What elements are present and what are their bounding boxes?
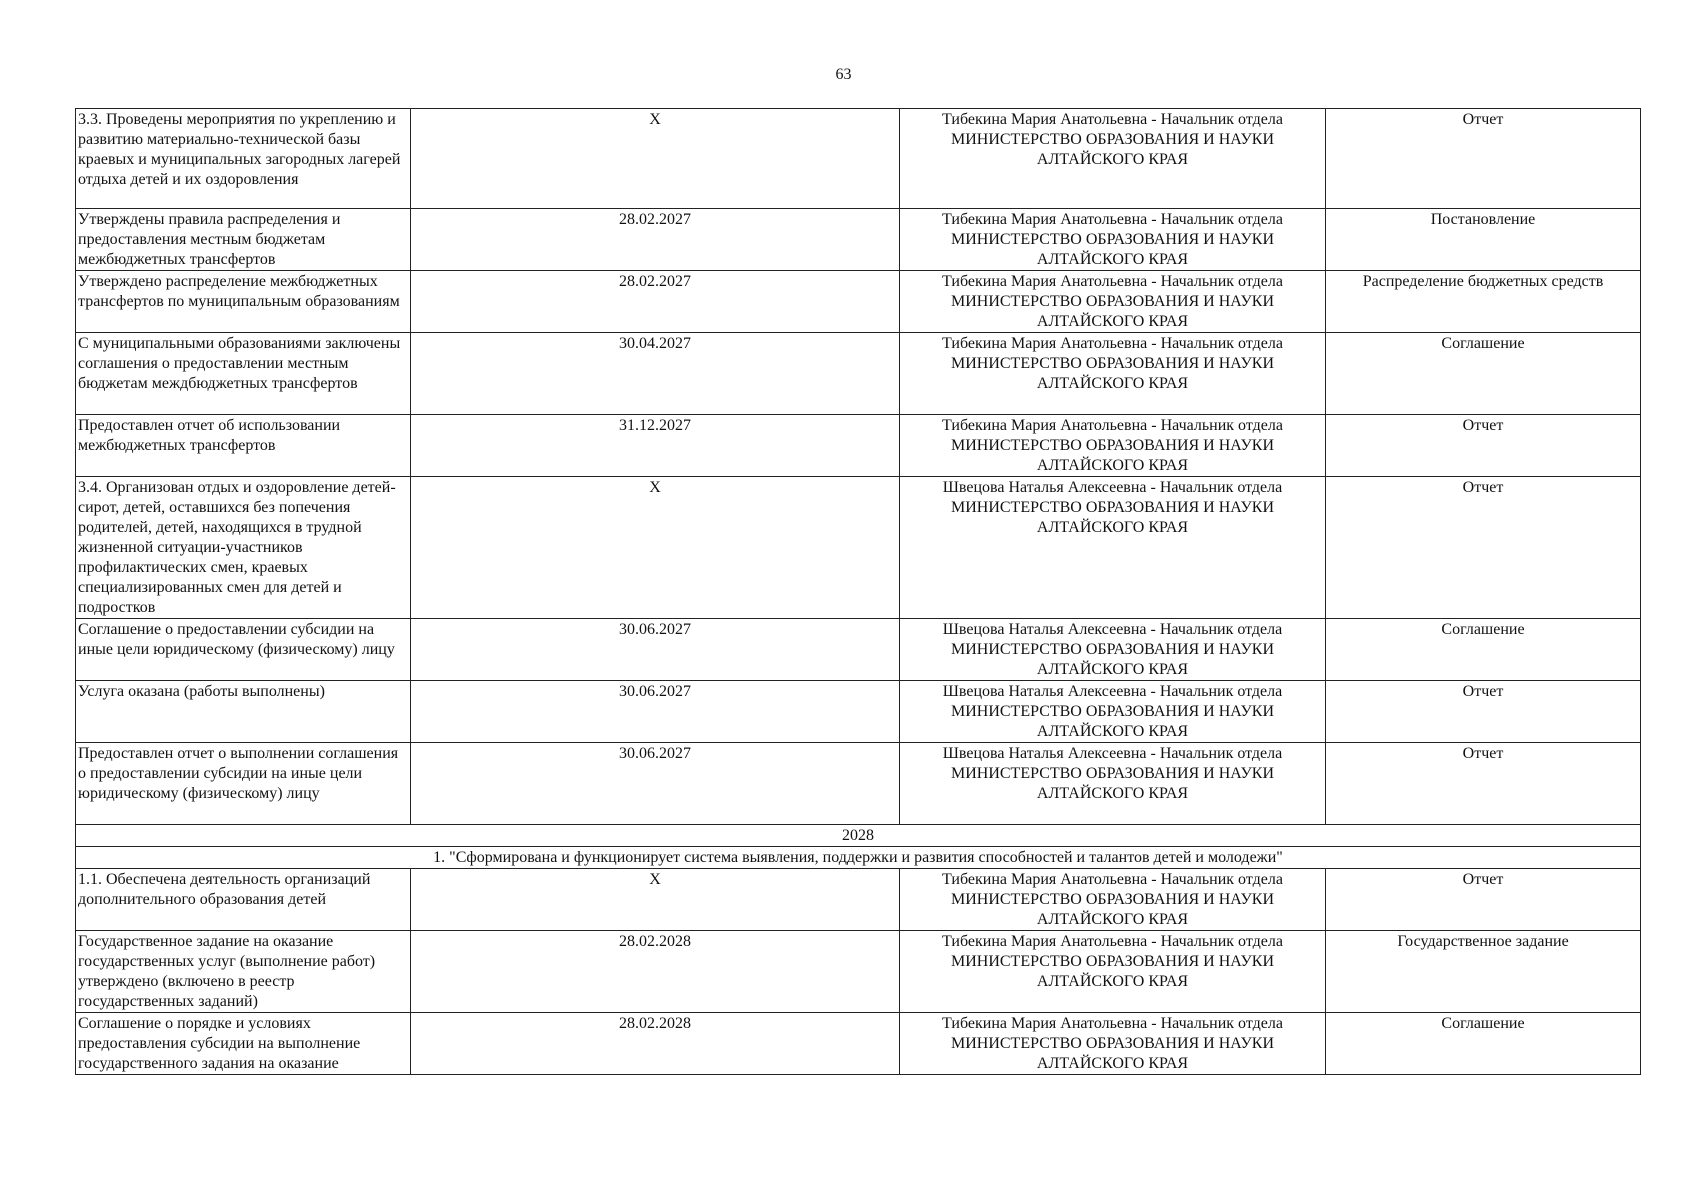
table-row: [76, 743, 1641, 825]
responsible-organization: МИНИСТЕРСТВО ОБРАЗОВАНИЯ И НАУКИ АЛТАЙСКОГО КРАЯ: [950, 765, 1274, 802]
document-type: Государственное задание: [1326, 931, 1641, 1013]
table-row: [76, 109, 1641, 209]
responsible-person: [900, 931, 1326, 1013]
section-title: 1. "Сформирована и функционирует система выявления, поддержки и развития способностей и талантов детей и молодежи": [76, 847, 1641, 869]
responsible-name: Тибекина Мария Анатольевна - Начальник отдела: [942, 211, 1283, 228]
plan-table: [75, 108, 1641, 1075]
responsible-person: [900, 619, 1326, 681]
deadline-date: 30.06.2027: [411, 681, 900, 743]
responsible-person: [900, 209, 1326, 271]
responsible-name: Тибекина Мария Анатольевна - Начальник отдела: [942, 111, 1283, 128]
deadline-date: 28.02.2028: [411, 1013, 900, 1075]
table-row: [76, 271, 1641, 333]
responsible-organization: МИНИСТЕРСТВО ОБРАЗОВАНИЯ И НАУКИ АЛТАЙСКОГО КРАЯ: [950, 953, 1274, 990]
deadline-date: X: [411, 477, 900, 619]
table-row: [76, 681, 1641, 743]
document-type: Соглашение: [1326, 1013, 1641, 1075]
responsible-organization: МИНИСТЕРСТВО ОБРАЗОВАНИЯ И НАУКИ АЛТАЙСКОГО КРАЯ: [950, 355, 1274, 392]
event-description: С муниципальными образованиями заключены соглашения о предоставлении местным бюджетам междбюджетных трансфертов: [76, 333, 411, 415]
responsible-name: Тибекина Мария Анатольевна - Начальник отдела: [942, 273, 1283, 290]
event-description: Предоставлен отчет об использовании межбюджетных трансфертов: [76, 415, 411, 477]
event-description: Утверждены правила распределения и предоставления местным бюджетам межбюджетных трансфертов: [76, 209, 411, 271]
deadline-date: 30.04.2027: [411, 333, 900, 415]
document-type: Распределение бюджетных средств: [1326, 271, 1641, 333]
responsible-organization: МИНИСТЕРСТВО ОБРАЗОВАНИЯ И НАУКИ АЛТАЙСКОГО КРАЯ: [950, 891, 1274, 928]
table-row: [76, 209, 1641, 271]
table-row: [76, 1013, 1641, 1075]
table-row: [76, 869, 1641, 931]
responsible-person: [900, 681, 1326, 743]
year-row: [76, 825, 1641, 847]
event-description: Предоставлен отчет о выполнении соглашения о предоставлении субсидии на иные цели юридическому (физическому) лицу: [76, 743, 411, 825]
responsible-organization: МИНИСТЕРСТВО ОБРАЗОВАНИЯ И НАУКИ АЛТАЙСКОГО КРАЯ: [950, 641, 1274, 678]
responsible-organization: МИНИСТЕРСТВО ОБРАЗОВАНИЯ И НАУКИ АЛТАЙСКОГО КРАЯ: [950, 231, 1274, 268]
document-type: Постановление: [1326, 209, 1641, 271]
deadline-date: 30.06.2027: [411, 619, 900, 681]
document-type: Соглашение: [1326, 619, 1641, 681]
responsible-organization: МИНИСТЕРСТВО ОБРАЗОВАНИЯ И НАУКИ АЛТАЙСКОГО КРАЯ: [950, 1035, 1274, 1072]
responsible-name: Швецова Наталья Алексеевна - Начальник отдела: [942, 745, 1283, 762]
responsible-name: Тибекина Мария Анатольевна - Начальник отдела: [942, 933, 1283, 950]
responsible-person: [900, 477, 1326, 619]
deadline-date: 30.06.2027: [411, 743, 900, 825]
document-type: Отчет: [1326, 681, 1641, 743]
responsible-organization: МИНИСТЕРСТВО ОБРАЗОВАНИЯ И НАУКИ АЛТАЙСКОГО КРАЯ: [950, 703, 1274, 740]
responsible-name: Тибекина Мария Анатольевна - Начальник отдела: [942, 871, 1283, 888]
deadline-date: 28.02.2027: [411, 209, 900, 271]
responsible-name: Швецова Наталья Алексеевна - Начальник отдела: [942, 683, 1283, 700]
responsible-organization: МИНИСТЕРСТВО ОБРАЗОВАНИЯ И НАУКИ АЛТАЙСКОГО КРАЯ: [950, 293, 1274, 330]
responsible-person: [900, 869, 1326, 931]
responsible-name: Тибекина Мария Анатольевна - Начальник отдела: [942, 1015, 1283, 1032]
responsible-person: [900, 415, 1326, 477]
section-row: [76, 847, 1641, 869]
responsible-organization: МИНИСТЕРСТВО ОБРАЗОВАНИЯ И НАУКИ АЛТАЙСКОГО КРАЯ: [950, 131, 1274, 168]
responsible-person: [900, 1013, 1326, 1075]
document-type: Отчет: [1326, 109, 1641, 209]
responsible-name: Тибекина Мария Анатольевна - Начальник отдела: [942, 335, 1283, 352]
responsible-person: [900, 109, 1326, 209]
event-description: Утверждено распределение межбюджетных трансфертов по муниципальным образованиям: [76, 271, 411, 333]
responsible-name: Швецова Наталья Алексеевна - Начальник отдела: [942, 479, 1283, 496]
responsible-person: [900, 271, 1326, 333]
event-description: 3.3. Проведены мероприятия по укреплению и развитию материально-технической базы краевых и муниципальных загородных лагерей отдыха детей и их оздоровления: [76, 109, 411, 209]
document-type: Отчет: [1326, 415, 1641, 477]
event-description: 1.1. Обеспечена деятельность организаций дополнительного образования детей: [76, 869, 411, 931]
year-label: 2028: [76, 825, 1641, 847]
page-number: 63: [835, 66, 852, 83]
deadline-date: 28.02.2027: [411, 271, 900, 333]
table-row: [76, 477, 1641, 619]
event-description: Государственное задание на оказание государственных услуг (выполнение работ) утверждено (включено в реестр государственных заданий): [76, 931, 411, 1013]
responsible-name: Швецова Наталья Алексеевна - Начальник отдела: [942, 621, 1283, 638]
table-row: [76, 415, 1641, 477]
deadline-date: X: [411, 869, 900, 931]
deadline-date: 28.02.2028: [411, 931, 900, 1013]
event-description: Услуга оказана (работы выполнены): [76, 681, 411, 743]
document-type: Соглашение: [1326, 333, 1641, 415]
event-description: 3.4. Организован отдых и оздоровление детей-сирот, детей, оставшихся без попечения родителей, детей, находящихся в трудной жизненной ситуации-участников профилактических смен, краевых специализированных смен для детей и подростков: [76, 477, 411, 619]
responsible-person: [900, 333, 1326, 415]
document-type: Отчет: [1326, 869, 1641, 931]
event-description: Соглашение о предоставлении субсидии на иные цели юридическому (физическому) лицу: [76, 619, 411, 681]
table-row: [76, 333, 1641, 415]
table-row: [76, 619, 1641, 681]
document-type: Отчет: [1326, 477, 1641, 619]
deadline-date: X: [411, 109, 900, 209]
responsible-person: [900, 743, 1326, 825]
responsible-name: Тибекина Мария Анатольевна - Начальник отдела: [942, 417, 1283, 434]
responsible-organization: МИНИСТЕРСТВО ОБРАЗОВАНИЯ И НАУКИ АЛТАЙСКОГО КРАЯ: [950, 437, 1274, 474]
responsible-organization: МИНИСТЕРСТВО ОБРАЗОВАНИЯ И НАУКИ АЛТАЙСКОГО КРАЯ: [950, 499, 1274, 536]
document-type: Отчет: [1326, 743, 1641, 825]
event-description: Соглашение о порядке и условиях предоставления субсидии на выполнение государственного задания на оказание: [76, 1013, 411, 1075]
deadline-date: 31.12.2027: [411, 415, 900, 477]
table-row: [76, 931, 1641, 1013]
